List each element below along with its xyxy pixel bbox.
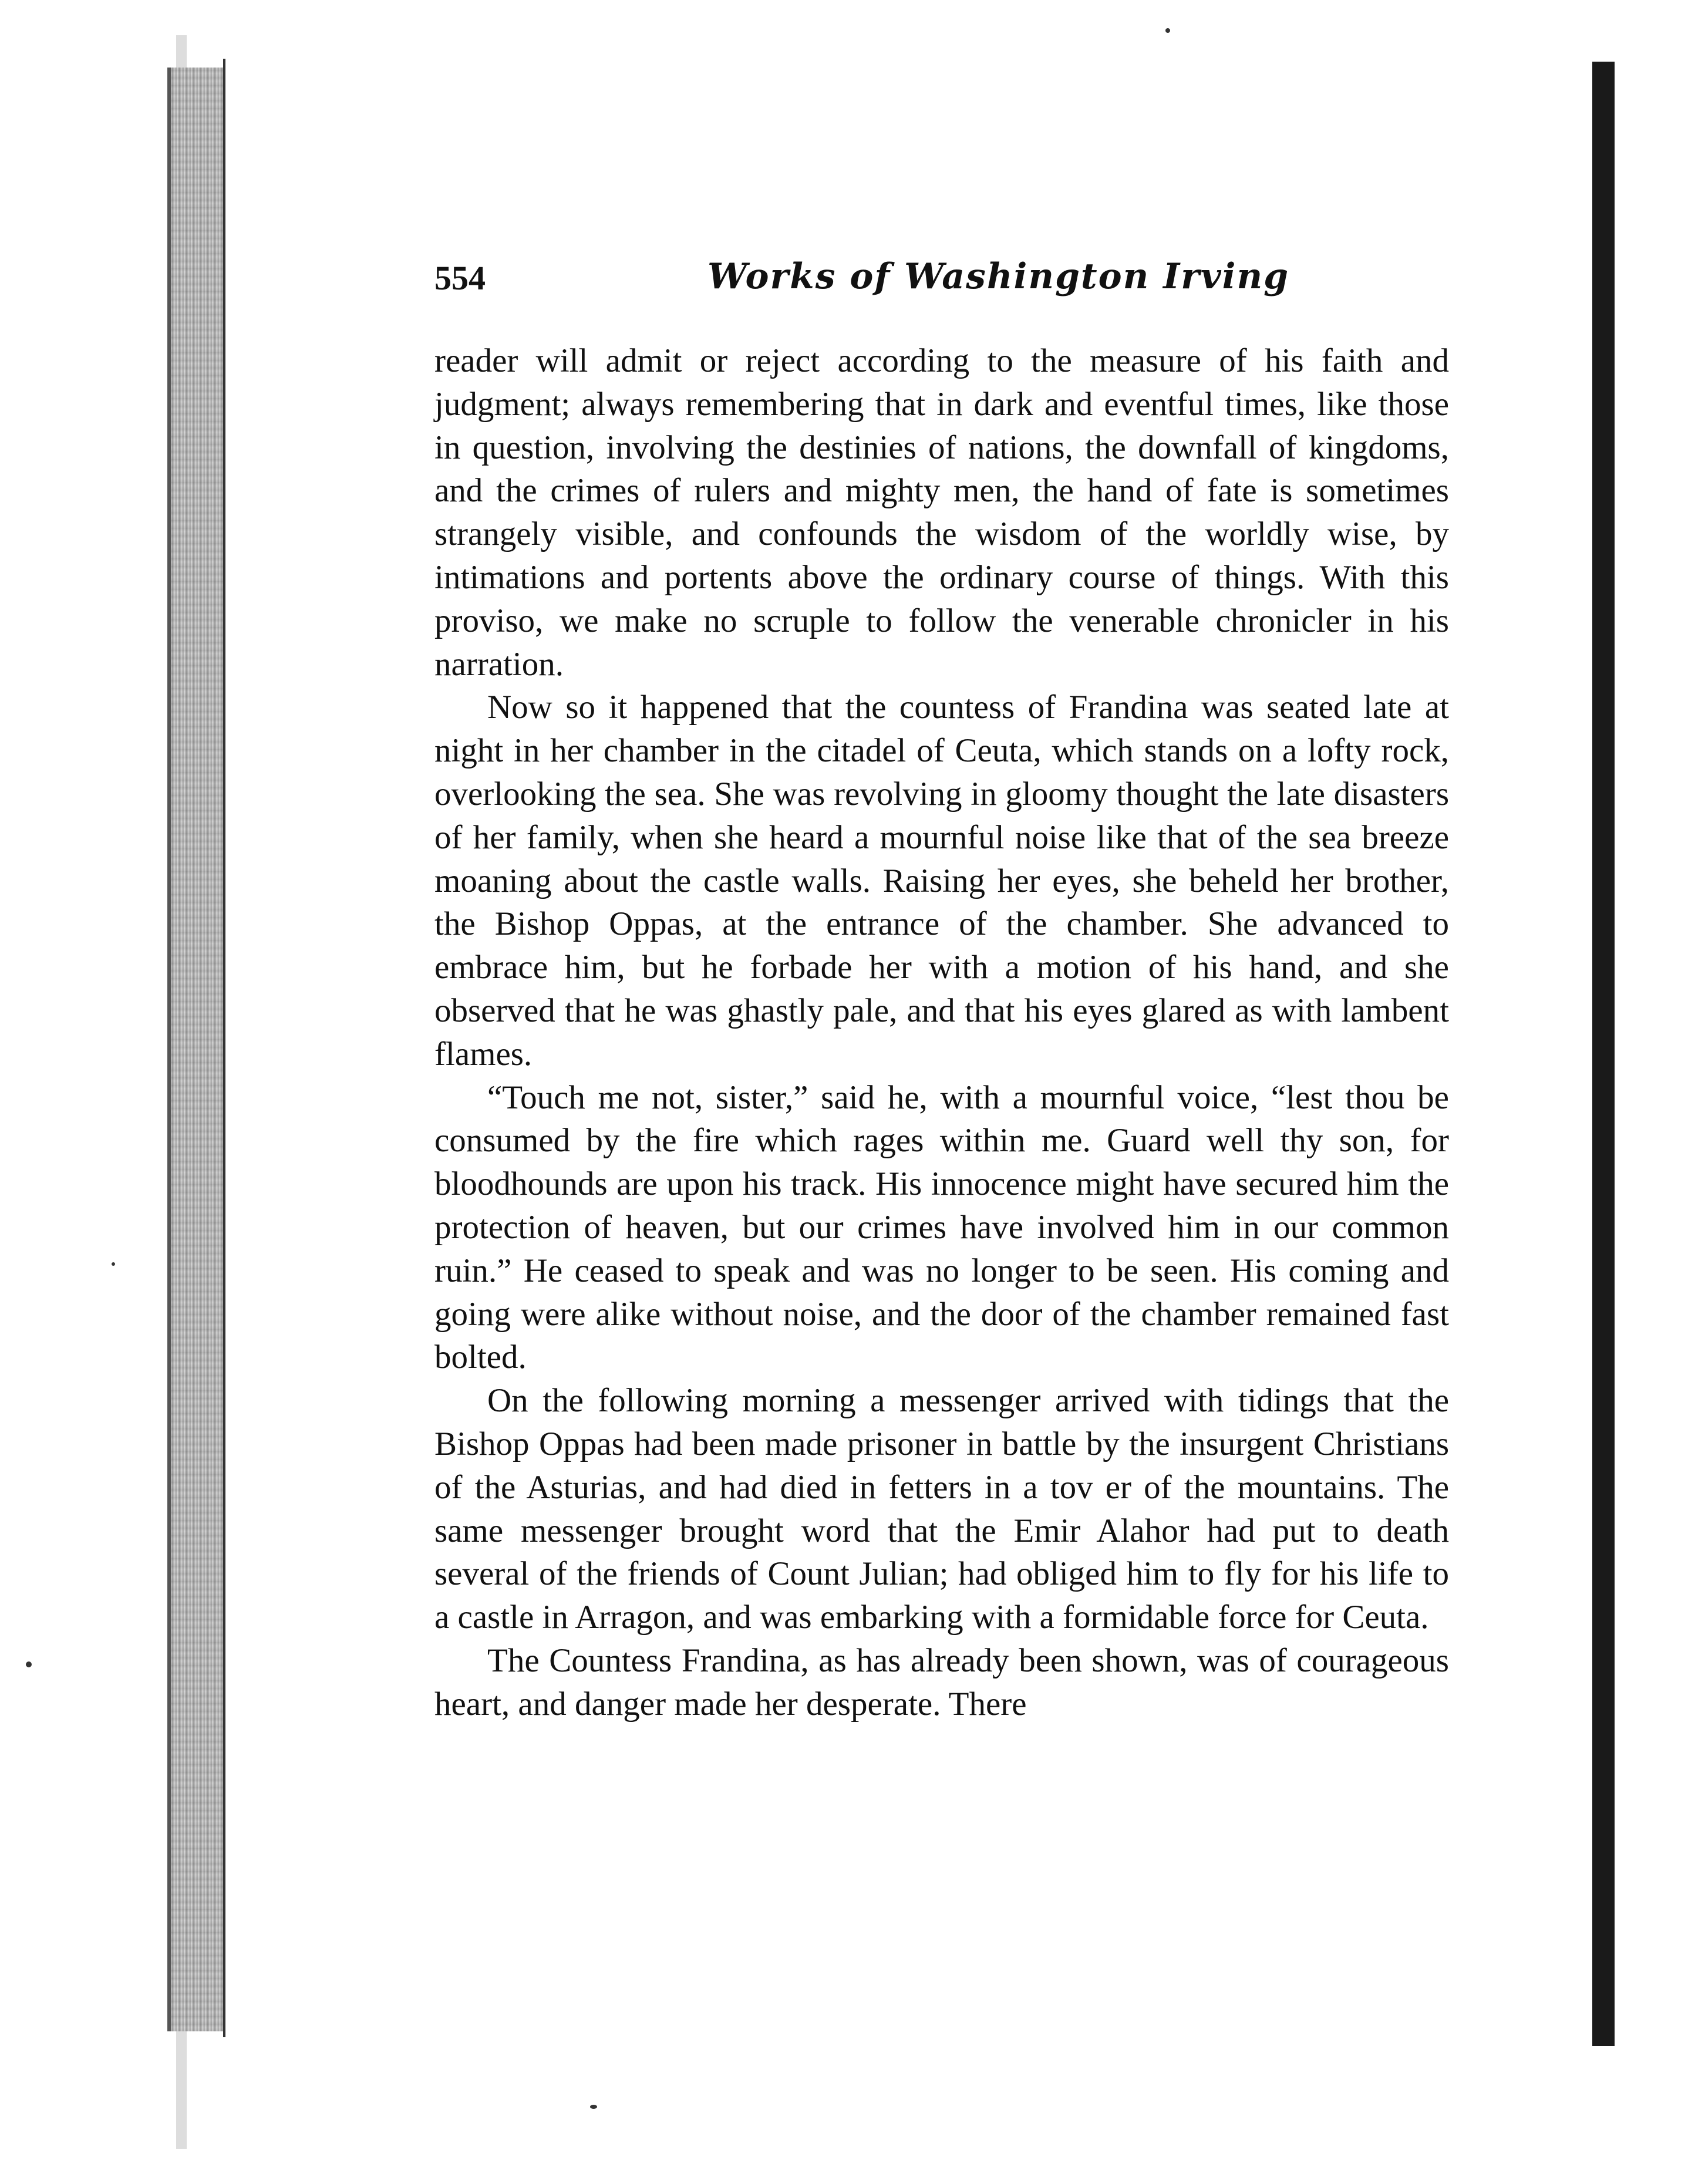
running-head	[434, 258, 1462, 311]
paragraph-2: Now so it happened that the countess of Frandina was seated late at night in her chamber in the citadel of Ceuta, which stands on a lofty rock, overlooking the sea. She was revolving in gloomy thought the late disasters of her family, when she heard a mournful noise like that of the sea breeze moaning about the castle walls. Raising her eyes, she beheld her brother, the Bishop Oppas, at the entrance of the chamber. She advanced to embrace him, but he forbade her with a motion of his hand, and she observed that he was ghastly pale, and that his eyes glared as with lambent flames.	[434, 689, 1449, 1073]
paragraph-1: reader will admit or reject according to the measure of his faith and judgment; always remembering that in dark and eventful times, like those in question, involving the destinies of nations, the downfall of kingdoms, and the crimes of rulers and mighty men, the hand of fate is sometimes strangely visible, and confounds the wisdom of the worldly wise, by intimations and portents above the ordinary course of things. With this proviso, we make no scruple to follow the venerable chronicler in his narration.	[434, 342, 1449, 683]
paragraph-4: On the following morning a messenger arrived with tidings that the Bishop Oppas had been made prisoner in battle by the insurgent Christians of the Asturias, and had died in fetters in a tov er of the mountains. The same messenger brought word that the Emir Alahor had put to death several of the friends of Count Julian; had obliged him to fly for his life to a castle in Arragon, and was embarking with a formidable force for Ceuta.	[434, 1382, 1449, 1636]
page-number: 554	[434, 259, 486, 297]
scan-speck	[112, 1262, 115, 1266]
scan-speck	[1165, 28, 1170, 33]
scan-speck	[26, 1661, 32, 1667]
body-text	[434, 339, 1449, 1726]
scan-speck	[590, 2105, 597, 2109]
gutter-band	[1592, 62, 1615, 2046]
paragraph-5: The Countess Frandina, as has already been shown, was of courageous heart, and danger made her desperate. There	[434, 1642, 1449, 1723]
facing-page-edge	[1615, 62, 1705, 2046]
paragraph-3: “Touch me not, sister,” said he, with a mournful voice, “lest thou be consumed by the fire which rages within me. Guard well thy son, for bloodhounds are upon his track. His innocence might have secured him the protection of heaven, but our crimes have involved him in our common ruin.” He ceased to speak and was no longer to be seen. His coming and going were alike without noise, and the door of the chamber remained fast bolted.	[434, 1078, 1449, 1376]
book-page-edges	[167, 68, 227, 2031]
running-title: Works of Washington Irving	[707, 256, 1290, 297]
